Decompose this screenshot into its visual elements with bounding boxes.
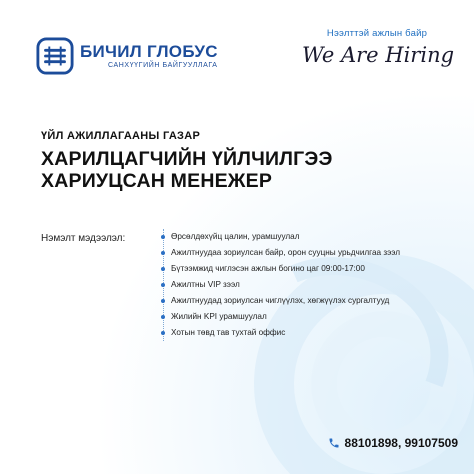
hiring-banner: [302, 28, 455, 67]
department-label: ҮЙЛ АЖИЛЛАГААНЫ ГАЗАР: [41, 130, 201, 142]
list-item: Хотын төвд тав тухтай оффис: [171, 325, 400, 341]
list-item: Ажилтнуудаа зориулсан байр, орон сууцны урьдчилгаа зээл: [171, 245, 400, 261]
benefits-list: [163, 229, 400, 341]
job-title: [41, 148, 333, 192]
company-logo: [36, 37, 218, 75]
list-item: Ажилтны VIP зээл: [171, 277, 400, 293]
bichil-globus-logo-icon: [36, 37, 74, 75]
job-title-line2: ХАРИУЦСАН МЕНЕЖЕР: [41, 170, 273, 192]
list-item: Ажилтнуудад зориулсан чиглүүлэх, хөгжүүлэх сургалтууд: [171, 293, 400, 309]
hiring-small-text: Нээлттэй ажлын байр: [326, 28, 428, 39]
company-subtitle: САНХҮҮГИЙН БАЙГУУЛЛАГА: [108, 61, 218, 69]
list-item: Жилийн KPI урамшуулал: [171, 309, 400, 325]
phone-icon: [328, 437, 340, 449]
list-item: Өрсөлдөхүйц цалин, урамшуулал: [171, 229, 400, 245]
list-item: Бүтээмжид чиглэсэн ажлын богино цаг 09:00-17:00: [171, 261, 400, 277]
phone-numbers[interactable]: 88101898, 99107509: [344, 436, 458, 450]
company-name: БИЧИЛ ГЛОБУС: [80, 41, 218, 61]
additional-info-label: Нэмэлт мэдээлэл:: [41, 233, 126, 244]
job-title-line1: ХАРИЛЦАГЧИЙН ҮЙЛЧИЛГЭЭ: [41, 148, 333, 170]
hiring-headline: We Are Hiring: [302, 43, 455, 67]
contact-phones: [328, 436, 458, 450]
